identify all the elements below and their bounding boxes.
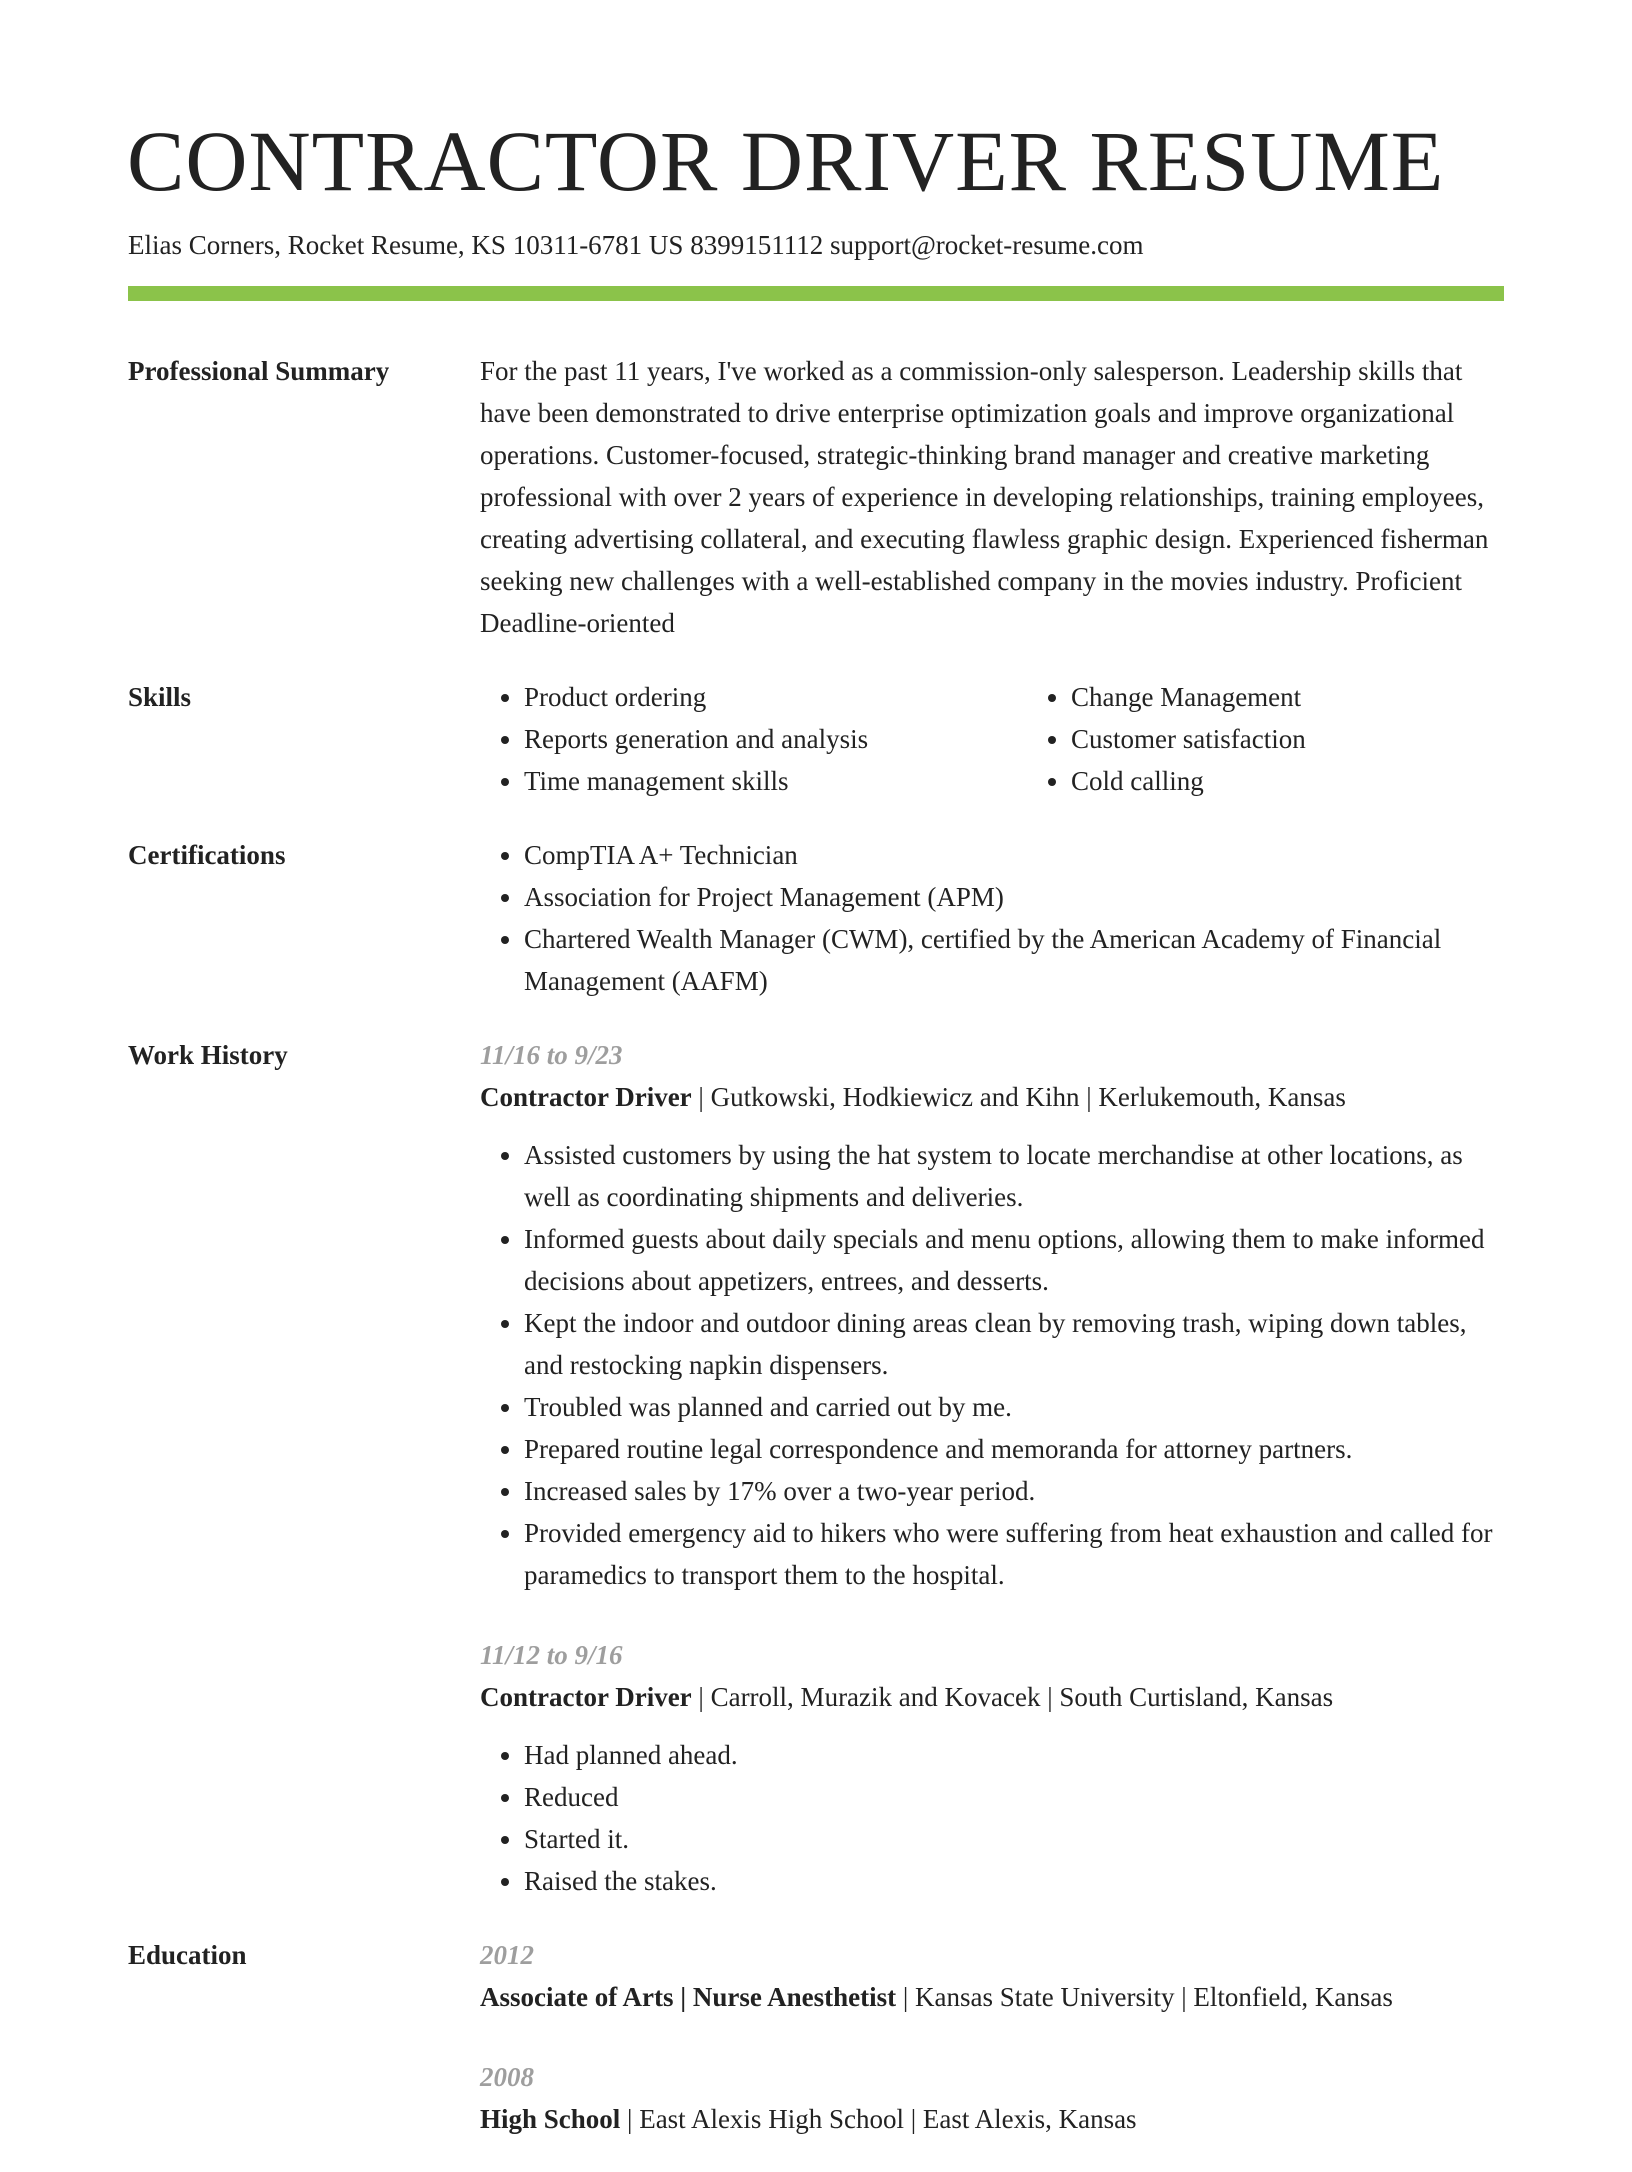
- certifications-label: Certifications: [128, 840, 286, 870]
- job-title: Contractor Driver: [480, 1682, 692, 1712]
- education-degree: High School: [480, 2104, 621, 2134]
- skill-item: • Cold calling: [1071, 760, 1574, 802]
- education-label: Education: [128, 1940, 247, 1970]
- job-bullet: • Reduced: [524, 1776, 1504, 1818]
- job-bullet: • Increased sales by 17% over a two-year period.: [524, 1470, 1504, 1512]
- education-heading: [480, 2098, 1504, 2140]
- job-bullet: • Troubled was planned and carried out by me.: [524, 1386, 1504, 1428]
- education-degree: Associate of Arts | Nurse Anesthetist: [480, 1982, 897, 2012]
- job-heading: [480, 1676, 1504, 1718]
- contact-line: Elias Corners, Rocket Resume, KS 10311-6781 US 8399151112 support@rocket-resume.com: [128, 230, 1144, 260]
- skills-label: Skills: [128, 682, 192, 712]
- education-section: [128, 1934, 1504, 2140]
- accent-divider: [128, 286, 1504, 301]
- work-history-label: Work History: [128, 1040, 288, 1070]
- job-bullet: • Had planned ahead.: [524, 1734, 1504, 1776]
- education-details: | Kansas State University | Eltonfield, Kansas: [896, 1982, 1393, 2012]
- skill-item: • Reports generation and analysis: [524, 718, 1027, 760]
- skill-item: • Product ordering: [524, 676, 1027, 718]
- job-entry: [480, 1634, 1504, 1902]
- job-bullets: [480, 1134, 1504, 1596]
- education-entry: [480, 2056, 1504, 2140]
- summary-label: Professional Summary: [128, 356, 390, 386]
- certification-item: • Chartered Wealth Manager (CWM), certified by the American Academy of Financial Management (AAFM): [524, 918, 1504, 1002]
- job-bullet: • Raised the stakes.: [524, 1860, 1504, 1902]
- education-year: 2012: [480, 1940, 534, 1970]
- skills-list-right: [1027, 676, 1574, 802]
- certifications-list: [480, 834, 1504, 1002]
- certification-item: • CompTIA A+ Technician: [524, 834, 1504, 876]
- work-history-section: [128, 1034, 1504, 1902]
- summary-section: [128, 350, 1504, 644]
- skill-item: • Time management skills: [524, 760, 1027, 802]
- job-dates: 11/12 to 9/16: [480, 1640, 623, 1670]
- job-heading: [480, 1076, 1504, 1118]
- job-entry: [480, 1034, 1504, 1596]
- skills-section: [128, 676, 1504, 802]
- job-bullet: • Informed guests about daily specials and menu options, allowing them to make informed decisions about appetizers, entrees, and desserts.: [524, 1218, 1504, 1302]
- resume-content: [128, 350, 1504, 2172]
- skills-list-left: [480, 676, 1027, 802]
- education-heading: [480, 1976, 1504, 2018]
- job-bullet: • Assisted customers by using the hat system to locate merchandise at other locations, as well as coordinating shipments and deliveries.: [524, 1134, 1504, 1218]
- summary-text: For the past 11 years, I've worked as a commission-only salesperson. Leadership skills that have been demonstrated to drive enterprise optimization goals and improve organizational operations. Customer-focused, strategic-thinking brand manager and creative marketing professional with over 2 years of experience in developing relationships, training employees, creating advertising collateral, and executing flawless graphic design. Experienced fisherman seeking new challenges with a well-established company in the movies industry. Proficient Deadline-oriented: [480, 356, 1489, 638]
- job-bullet: • Kept the indoor and outdoor dining areas clean by removing trash, wiping down tables, and restocking napkin dispensers.: [524, 1302, 1504, 1386]
- skill-item: • Customer satisfaction: [1071, 718, 1574, 760]
- job-details: | Gutkowski, Hodkiewicz and Kihn | Kerlukemouth, Kansas: [691, 1082, 1346, 1112]
- job-title: Contractor Driver: [480, 1082, 692, 1112]
- education-details: | East Alexis High School | East Alexis, Kansas: [620, 2104, 1137, 2134]
- education-year: 2008: [480, 2062, 534, 2092]
- resume-title: CONTRACTOR DRIVER RESUME: [127, 113, 1445, 209]
- job-dates: 11/16 to 9/23: [480, 1040, 623, 1070]
- certification-item: • Association for Project Management (APM): [524, 876, 1504, 918]
- skill-item: • Change Management: [1071, 676, 1574, 718]
- certifications-section: [128, 834, 1504, 1002]
- education-entry: [480, 1934, 1504, 2018]
- job-bullet: • Prepared routine legal correspondence and memoranda for attorney partners.: [524, 1428, 1504, 1470]
- job-bullets: [480, 1734, 1504, 1902]
- job-bullet: • Provided emergency aid to hikers who were suffering from heat exhaustion and called for paramedics to transport them to the hospital.: [524, 1512, 1504, 1596]
- job-details: | Carroll, Murazik and Kovacek | South Curtisland, Kansas: [691, 1682, 1334, 1712]
- job-bullet: • Started it.: [524, 1818, 1504, 1860]
